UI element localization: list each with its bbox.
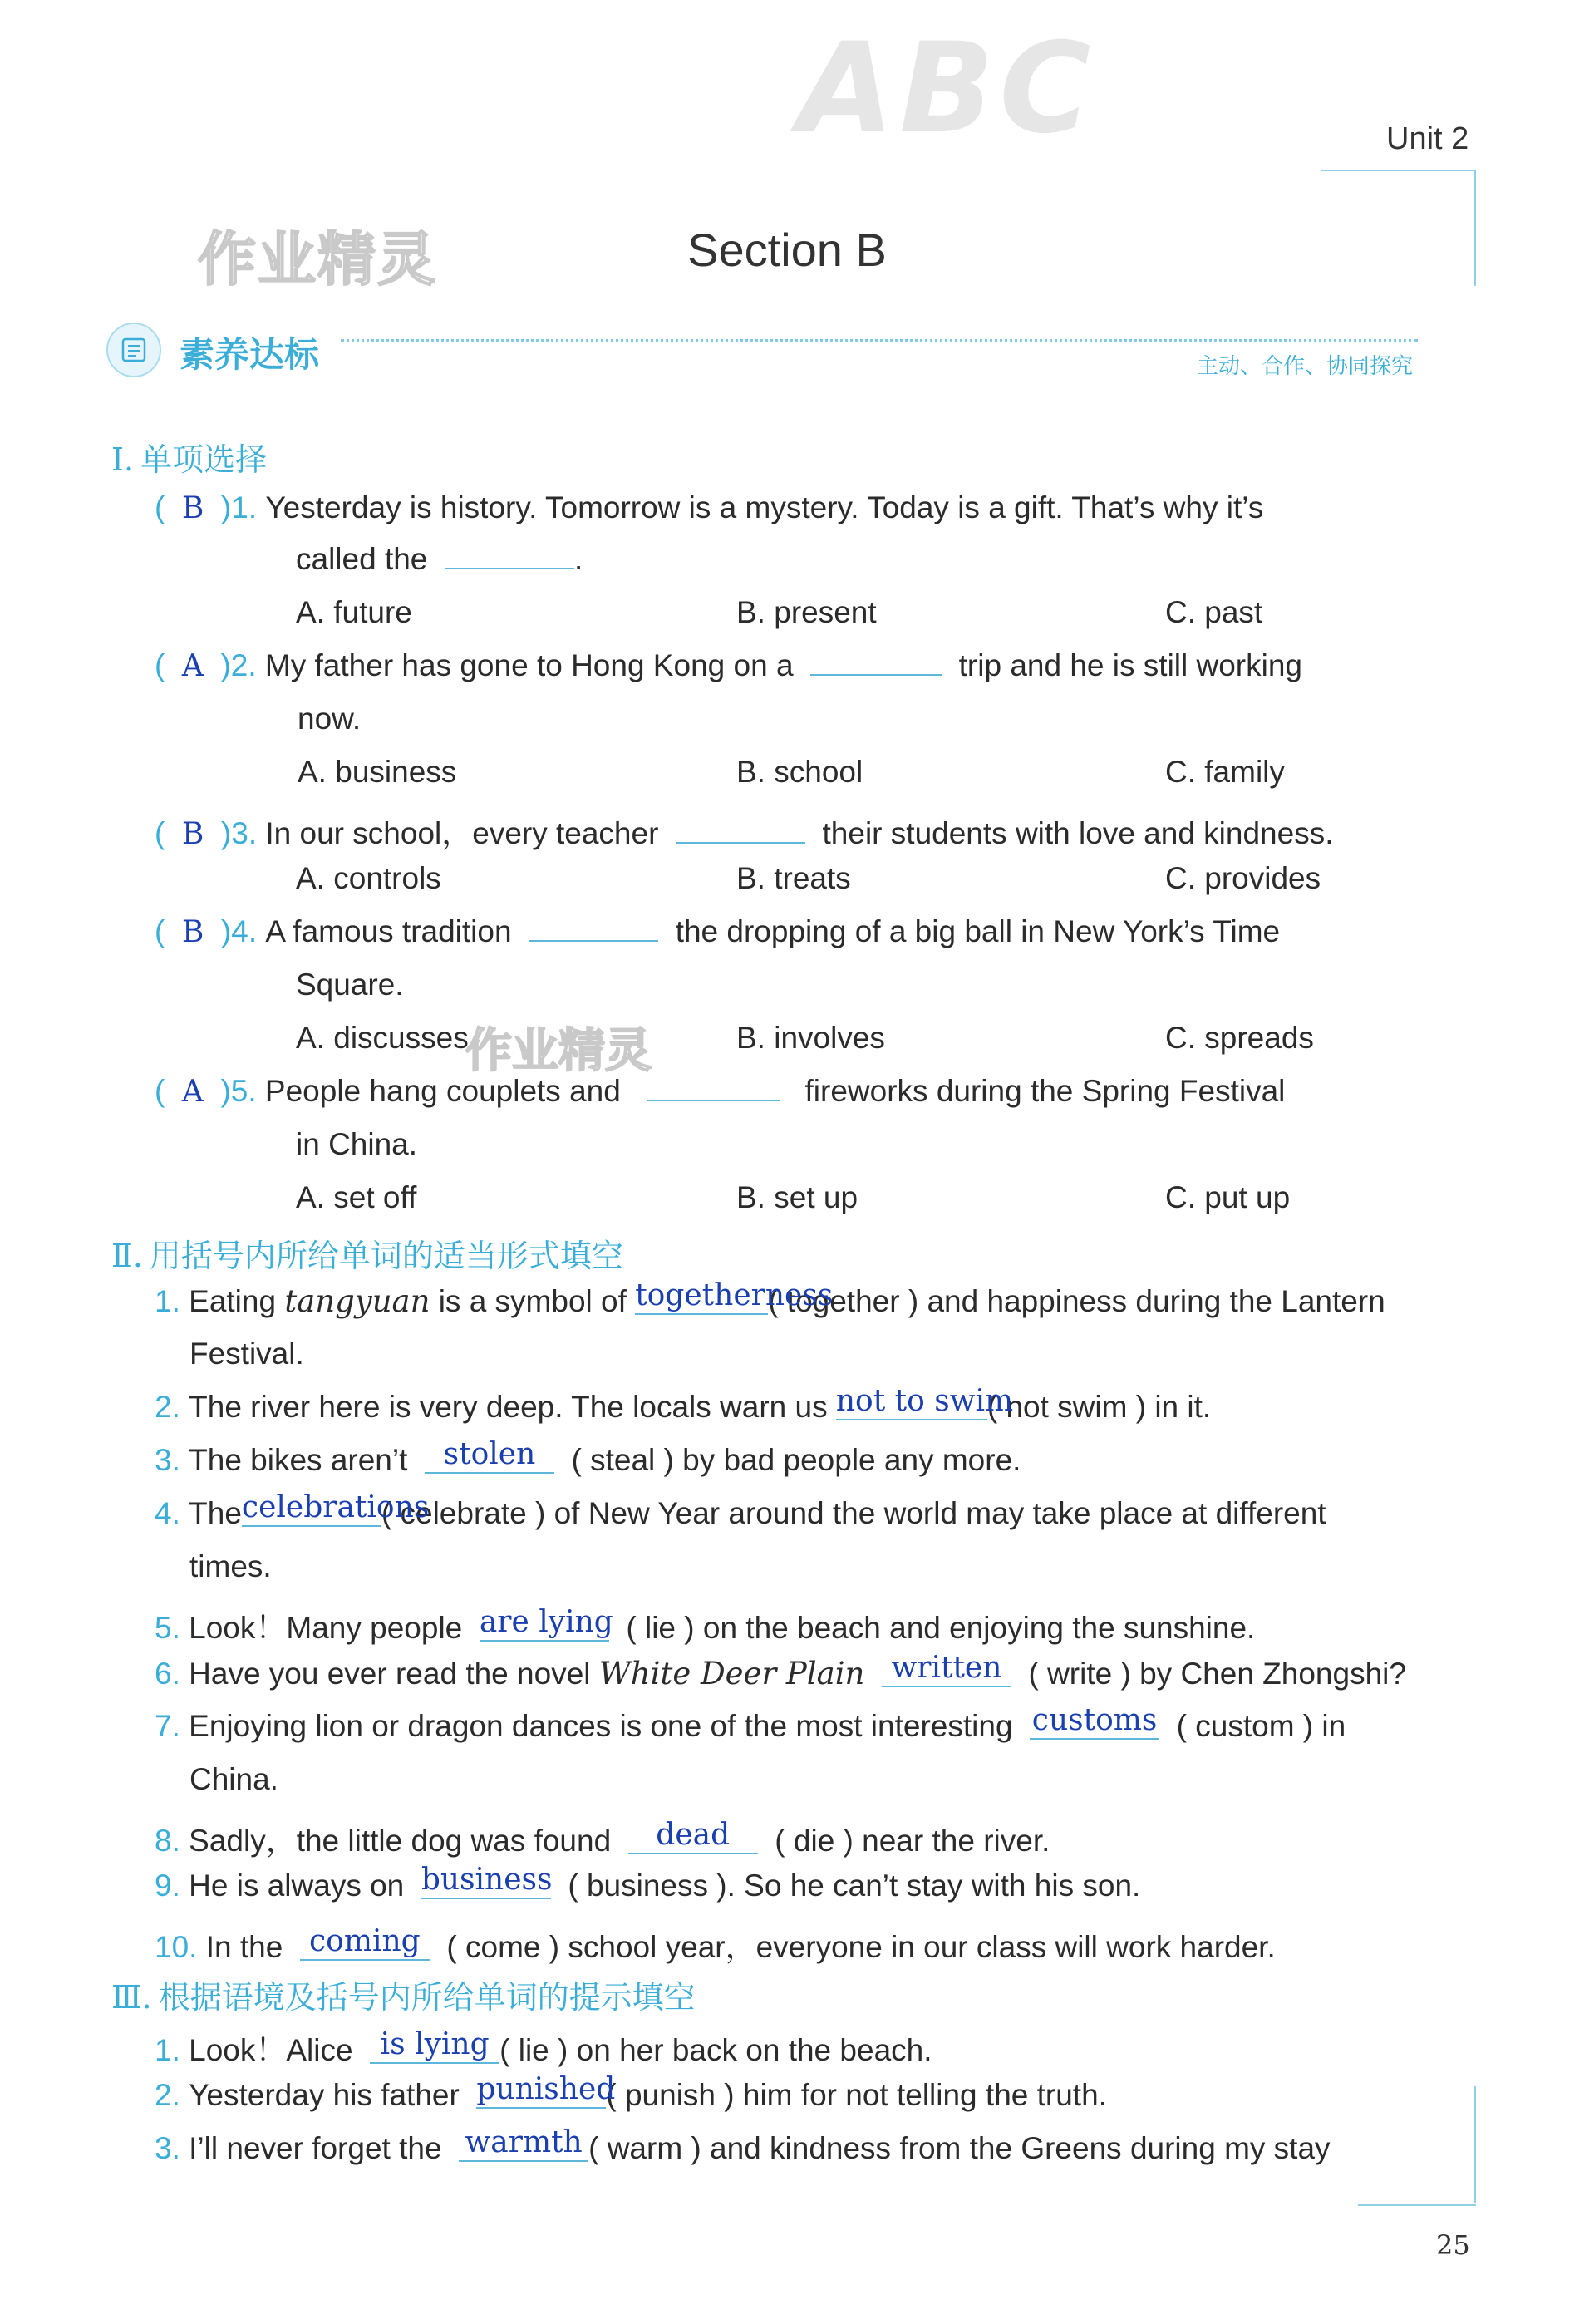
section-title: Section B: [687, 224, 887, 276]
banner-title: 素养达标: [180, 335, 320, 374]
watermark-mid: 作业精灵: [465, 1023, 652, 1078]
answer-blank[interactable]: [647, 1075, 780, 1101]
answer-blank[interactable]: celebrations: [242, 1494, 381, 1527]
option-c: C. family: [1165, 755, 1285, 789]
mc-question-5-line2: in China.: [296, 1127, 418, 1161]
unit-rule: [1321, 170, 1476, 171]
context-item-2: 2. Yesterday his father punished( punish ) him for not telling the truth.: [155, 2072, 1107, 2112]
unit-label: Unit 2: [1386, 121, 1469, 156]
option-c: C. put up: [1165, 1180, 1291, 1214]
mc-question-1: ( B )1. Yesterday is history. Tomorrow is a mystery. Today is a gift. That’s why it’s: [155, 490, 1264, 525]
mc-question-4: ( B )4. A famous tradition the dropping of a big ball in New York’s Time: [155, 914, 1281, 949]
fill-item-5: 5. Look！Many people are lying ( lie ) on the beach and enjoying the sunshine.: [155, 1605, 1256, 1645]
mc-question-4-line2: Square.: [296, 968, 404, 1002]
answer-blank[interactable]: is lying: [370, 2031, 499, 2064]
fill-item-8: 8. Sadly，the little dog was found dead ( die ) near the river.: [155, 1818, 1050, 1858]
answer-blank[interactable]: customs: [1030, 1706, 1159, 1740]
footer-rule: [1358, 2204, 1476, 2206]
answer-blank[interactable]: dead: [628, 1821, 758, 1854]
option-c: C. provides: [1165, 861, 1321, 895]
fill-item-6: 6. Have you ever read the novel White Deer Plain written ( write ) by Chen Zhongshi?: [155, 1651, 1406, 1691]
option-b: B. involves: [736, 1021, 885, 1055]
option-a: A. business: [298, 755, 457, 789]
answer-blank[interactable]: coming: [300, 1928, 430, 1961]
context-item-1: 1. Look！Alice is lying ( lie ) on her back on the beach.: [155, 2027, 932, 2067]
answer-blank[interactable]: warmth: [459, 2129, 588, 2162]
answer-blank[interactable]: are lying: [480, 1608, 609, 1642]
mc-question-1-line2: called the .: [296, 542, 583, 576]
fill-item-3: 3. The bikes aren’t stolen ( steal ) by bad people any more.: [155, 1437, 1021, 1477]
answer-blank[interactable]: not to swim: [836, 1387, 987, 1420]
answer-blank[interactable]: [529, 915, 658, 942]
part3-heading: Ⅲ. 根据语境及括号内所给单词的提示填空: [111, 1979, 696, 2016]
answer-blank[interactable]: [810, 649, 942, 676]
option-c: C. past: [1165, 595, 1263, 629]
option-c: C. spreads: [1165, 1021, 1314, 1055]
fill-item-7-line2: China.: [189, 1762, 278, 1796]
option-b: B. set up: [736, 1180, 858, 1214]
answer-blank[interactable]: [676, 817, 805, 844]
fill-item-1: 1. Eating tangyuan is a symbol of togetherness( together ) and happiness during the Lantern: [155, 1278, 1385, 1319]
mc-question-2-line2: now.: [298, 702, 362, 736]
fill-item-2: 2. The river here is very deep. The locals warn us not to swim( not swim ) in it.: [155, 1384, 1212, 1424]
banner-divider: [341, 339, 1418, 342]
option-a: A. discusses: [296, 1021, 469, 1055]
mc-question-5: ( A )5. People hang couplets and fireworks during the Spring Festival: [155, 1074, 1286, 1109]
option-a: A. set off: [296, 1180, 417, 1214]
watermark: 作业精灵: [198, 224, 437, 293]
page-number: 25: [1436, 2229, 1470, 2261]
fill-item-10: 10. In the coming ( come ) school year，everyone in our class will work harder.: [155, 1924, 1276, 1964]
footer-rule-vertical: [1474, 2086, 1476, 2203]
mc-question-2: ( A )2. My father has gone to Hong Kong on a trip and he is still working: [155, 648, 1302, 683]
fill-item-4: 4. Thecelebrations( celebrate ) of New Year around the world may take place at different: [155, 1490, 1326, 1530]
fill-item-7: 7. Enjoying lion or dragon dances is one of the most interesting customs ( custom ) in: [155, 1703, 1346, 1743]
answer-blank[interactable]: stolen: [425, 1440, 554, 1474]
answer-blank[interactable]: written: [882, 1654, 1011, 1687]
abc-decoration: ABC: [798, 17, 1096, 161]
answer-blank[interactable]: punished: [476, 2075, 606, 2109]
fill-item-1-line2: Festival.: [189, 1337, 304, 1371]
fill-item-9: 9. He is always on business ( business ). So he can’t stay with his son.: [155, 1863, 1141, 1903]
answer-blank[interactable]: business: [421, 1866, 551, 1899]
option-b: B. present: [736, 595, 877, 629]
fill-item-4-line2: times.: [189, 1549, 272, 1583]
option-a: A. controls: [296, 861, 441, 895]
banner-subtitle: 主动、合作、协同探究: [1197, 354, 1414, 379]
option-b: B. treats: [736, 861, 851, 895]
option-b: B. school: [736, 755, 863, 789]
mc-question-3: ( B )3. In our school，every teacher their students with love and kindness.: [155, 816, 1334, 851]
part1-heading: Ⅰ. 单项选择: [111, 441, 268, 478]
part2-heading: Ⅱ. 用括号内所给单词的适当形式填空: [111, 1238, 623, 1274]
book-icon: [106, 323, 161, 377]
answer-blank[interactable]: [445, 543, 574, 569]
answer-blank[interactable]: togetherness: [635, 1282, 768, 1315]
option-a: A. future: [296, 595, 412, 629]
context-item-3: 3. I’ll never forget the warmth ( warm ) and kindness from the Greens during my stay: [155, 2125, 1331, 2165]
